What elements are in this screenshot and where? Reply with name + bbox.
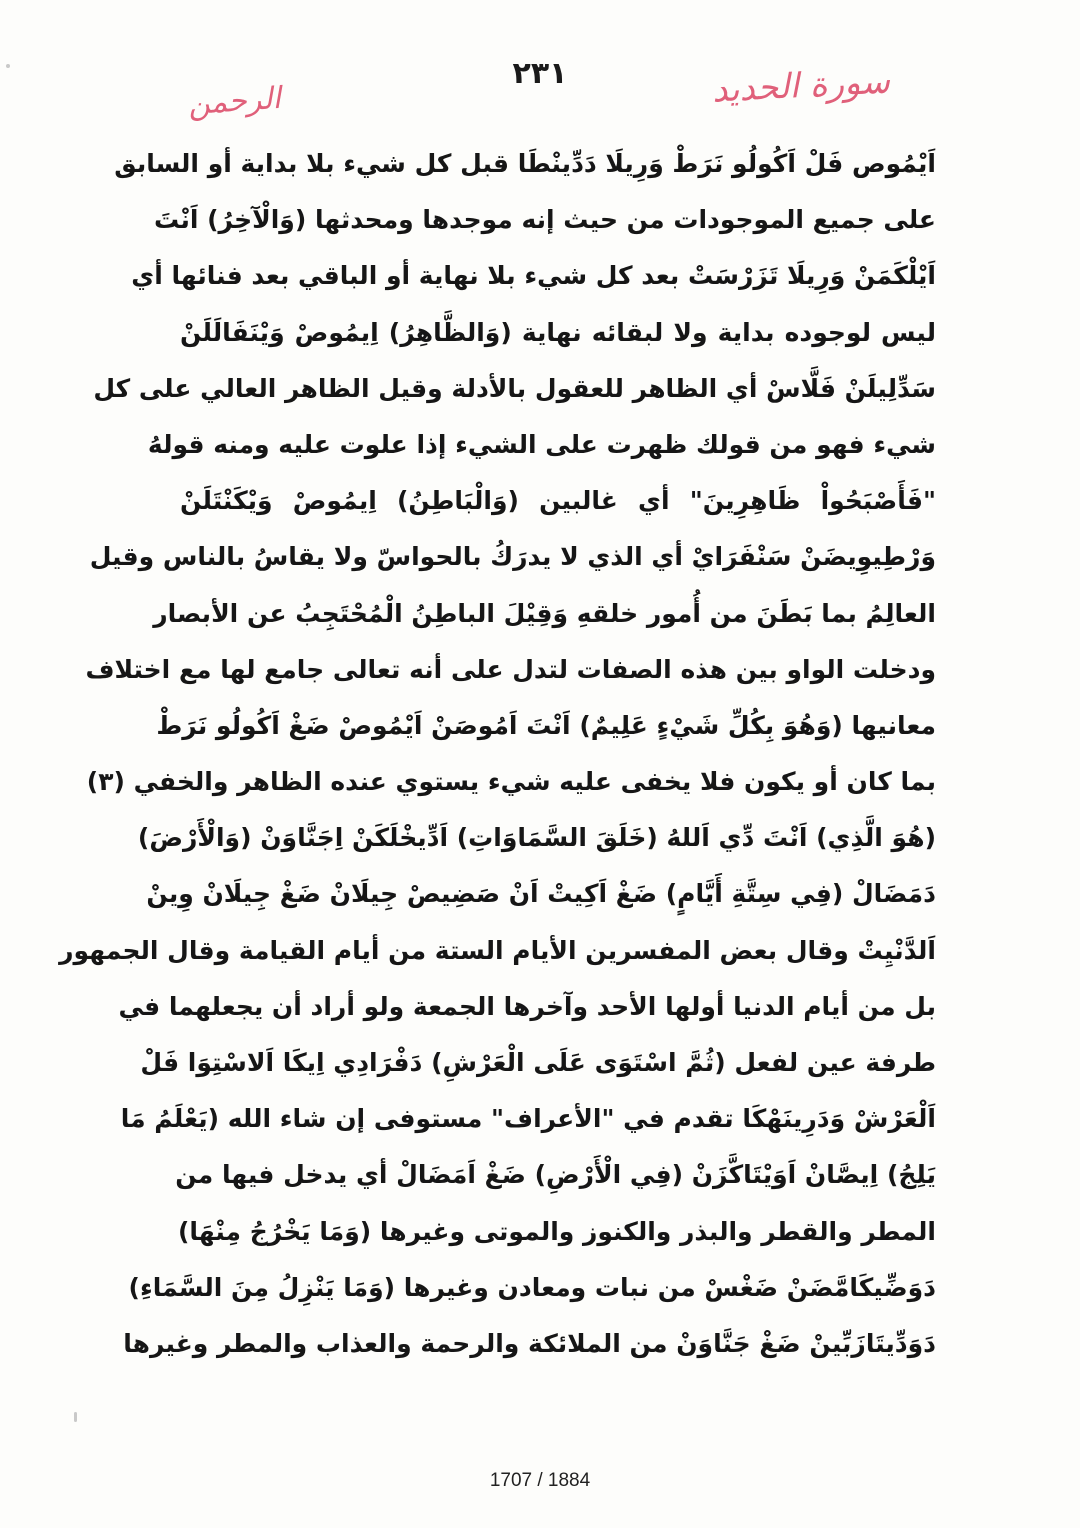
text-line: اَيْلْكَمَنْ وَرِيلَا تَزَرْسَتْ بعد كل شيء بلا نهاية أو الباقي بعد فنائها أي (131, 261, 936, 291)
text-line: المطر والقطر والبذر والكنوز والموتى وغيرها (وَمَا يَخْرُجُ مِنْهَا) (178, 1216, 936, 1246)
margin-note-right: سورة الحديد (711, 61, 891, 111)
page-number: ٢٣١ (512, 56, 568, 91)
text-line: دَوَدِّيتَازَبِّينْ ضَغْ جَنَّاوَنْ من الملائكة والرحمة والعذاب والمطر وغيرها (123, 1328, 936, 1358)
text-line: ودخلت الواو بين هذه الصفات لتدل على أنه تعالى جامع لها مع اختلاف (85, 654, 936, 684)
text-line: وَرْطِيوِيضَنْ سَنْفَرَايْ أي الذي لا يدرَكُ بالحواسّ ولا يقاسُ بالناس وقيل (89, 542, 936, 572)
margin-note-left: الرحمن (186, 80, 282, 123)
text-line: "فَأَصْبَحُواْ ظَاهِرِينَ" أي غالبين (وَالْبَاطِنُ) اِيمُوصْ وَيْكَنْتَلَنْ (180, 486, 936, 516)
text-line: اَيْمُوص فَلْ اَكُولُو نَرَطْ وَرِيلَا دَدِّينْطَا قبل كل شيء بلا بداية أو السابق (114, 149, 936, 178)
text-line: العالِمُ بما بَطَنَ من أُمور خلقهِ وَقِيْلَ الباطِنُ الْمُحْتَجِبُ عن الأبصار (153, 598, 936, 628)
text-line: معانيها (وَهُوَ بِكُلِّ شَيْءٍ عَلِيمٌ) اَنْتَ اَمُوصَنْ اَيْمُوصْ ضَغْ اَكُولُو نَرَطْ (156, 710, 936, 740)
text-line: بل من أيام الدنيا أولها الأحد وآخرها الجمعة ولو أراد أن يجعلهما في (118, 991, 936, 1021)
text-line: سَدِّلِيلَنْ فَلَّاسْ أي الظاهر للعقول بالأدلة وقيل الظاهر العالي على كل (93, 373, 936, 403)
page-indicator: 1707 / 1884 (489, 1470, 591, 1491)
text-line: بما كان أو يكون فلا يخفى عليه شيء يستوي عنده الظاهر والخفي (٣) (86, 767, 936, 797)
text-line: اَلدَّنْيِتْ وقال بعض المفسرين الأيام الستة من أيام القيامة وقال الجمهور (59, 935, 936, 965)
text-line: ليس لوجوده بداية ولا لبقائه نهاية (وَالظَّاهِرُ) اِيمُوصْ وَيْنَفَالَلَنْ (180, 317, 936, 347)
text-line: طرفة عين لفعل (ثُمَّ اسْتَوَى عَلَى الْعَرْشِ) دَفْرَادِي اِيكَا اَلاسْتِوَا فَلْ (140, 1048, 936, 1077)
text-line: شيء فهو من قولك ظهرت على الشيء إذا علوت عليه ومنه قولهُ (147, 429, 936, 459)
scan-speck (74, 1412, 77, 1422)
scan-speck (6, 64, 10, 68)
text-line: (هُوَ الَّذِي) اَنْتَ دِّي اَللهُ (خَلَقَ السَّمَاوَاتِ) اَدِّيخْلَكَنْ اِجَنَّاوَنْ (وَالْأَرْضَ) (137, 823, 936, 853)
text-line: يَلِجُ) اِيصَّانْ اَوَيْتَاكَّزَنْ (فِي الْأَرْضِ) ضَغْ اَمَضَالْ أي يدخل فيها من (175, 1160, 936, 1190)
body-text (59, 136, 936, 1372)
text-line: اَلْعَرْشْ وَدَرِينَهْكَا تقدم في "الأعراف" مستوفى إن شاء الله (يَعْلَمُ مَا (120, 1104, 936, 1134)
text-line: دَوَضِّيكَامَّضَنْ ضَغْسْ من نبات ومعادن وغيرها (وَمَا يَنْزِلُ مِنَ السَّمَاءِ) (128, 1272, 936, 1302)
text-line: دَمَضَالْ (فِي سِتَّةِ أَيَّامٍ) ضَغْ اَكِيتْ اَنْ صَضِيصْ جِيلَانْ ضَغْ جِيلَانْ وِينْ (146, 879, 936, 909)
text-line: على جميع الموجودات من حيث إنه موجدها ومحدثها (وَالْآخِرُ) اَنْتَ (153, 205, 936, 235)
